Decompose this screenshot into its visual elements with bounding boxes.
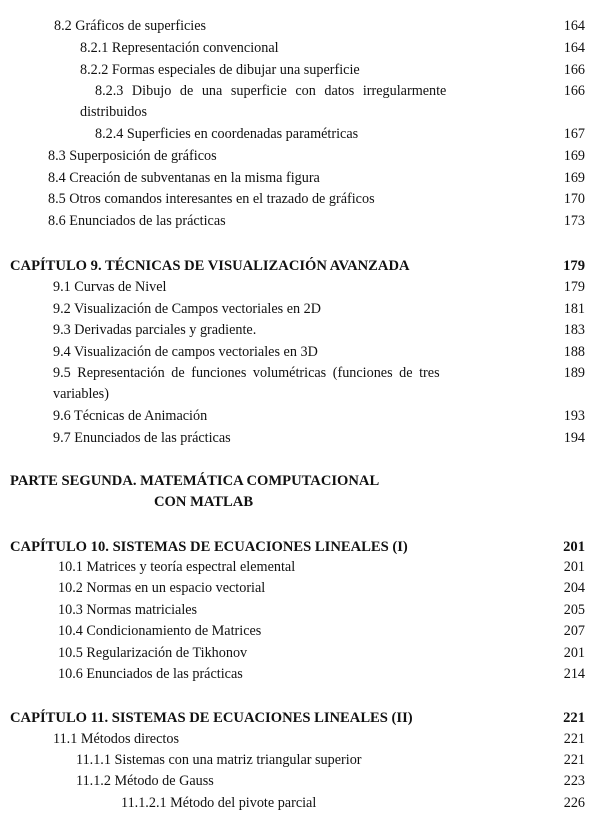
toc-entry-page: 207 [563, 623, 585, 639]
toc-entry-title: 9.1 Curvas de Nivel [53, 279, 167, 295]
toc-entry-title: 8.4 Creación de subventanas en la misma figura [48, 170, 320, 186]
chapter-page: 179 [563, 258, 585, 274]
toc-entry-page: 189 [563, 365, 585, 381]
toc-entry-page: 169 [563, 170, 585, 186]
toc-entry-title: 8.2.4 Superficies en coordenadas paramétricas [95, 126, 359, 142]
toc-entry-title: 11.1.2 Método de Gauss [76, 773, 214, 789]
toc-entry-title: 9.3 Derivadas parciales y gradiente. [53, 322, 257, 338]
toc-entry-page: 221 [563, 731, 585, 747]
toc-entry-title: 9.4 Visualización de campos vectoriales en 3D [53, 344, 318, 360]
toc-entry-title: 8.2.1 Representación convencional [80, 40, 279, 56]
toc-entry-page: 193 [563, 408, 585, 424]
toc-entry-page: 226 [563, 795, 585, 811]
toc-entry-title: 8.2 Gráficos de superficies [54, 18, 207, 34]
toc-entry-title: 10.2 Normas en un espacio vectorial [58, 580, 266, 596]
toc-entry-title: 9.5 Representación de funciones volumétricas (funciones de tres [53, 365, 440, 381]
toc-entry-page: 221 [563, 752, 585, 768]
toc-entry-page: 194 [563, 430, 585, 446]
toc-entry-title: 8.3 Superposición de gráficos [48, 148, 217, 164]
toc-entry-title: 8.2.2 Formas especiales de dibujar una superficie [80, 62, 360, 78]
part-heading-line2: CON MATLAB [154, 494, 254, 510]
toc-entry-title: 10.4 Condicionamiento de Matrices [58, 623, 262, 639]
chapter-page: 221 [563, 710, 585, 726]
toc-entry-title-continued: distribuidos [80, 104, 148, 120]
toc-entry-title: 11.1 Métodos directos [53, 731, 179, 747]
toc-entry-page: 183 [563, 322, 585, 338]
toc-entry-title: 8.6 Enunciados de las prácticas [48, 213, 226, 229]
part-heading-line1: PARTE SEGUNDA. MATEMÁTICA COMPUTACIONAL [10, 473, 380, 489]
chapter-title: CAPÍTULO 9. TÉCNICAS DE VISUALIZACIÓN AVANZADA [10, 258, 410, 274]
toc-entry-title: 9.6 Técnicas de Animación [53, 408, 208, 424]
toc-entry-page: 205 [563, 602, 585, 618]
toc-entry-page: 166 [563, 62, 585, 78]
toc-entry-page: 164 [563, 18, 585, 34]
toc-entry-page: 179 [563, 279, 585, 295]
toc-entry-title: 11.1.1 Sistemas con una matriz triangular superior [76, 752, 362, 768]
toc-entry-page: 173 [563, 213, 585, 229]
toc-entry-title: 8.2.3 Dibujo de una superficie con datos irregularmente [95, 83, 447, 99]
toc-entry-page: 181 [563, 301, 585, 317]
toc-entry-title-continued: variables) [53, 386, 109, 402]
toc-entry-title: 10.5 Regularización de Tikhonov [58, 645, 248, 661]
toc-entry-page: 201 [563, 559, 585, 575]
toc-entry-title: 9.7 Enunciados de las prácticas [53, 430, 231, 446]
toc-entry-page: 167 [563, 126, 585, 142]
toc-entry-page: 223 [563, 773, 585, 789]
toc-entry-page: 204 [563, 580, 585, 596]
toc-entry-title: 10.6 Enunciados de las prácticas [58, 666, 243, 682]
chapter-title: CAPÍTULO 10. SISTEMAS DE ECUACIONES LINEALES (I) [10, 539, 408, 555]
toc-entry-page: 166 [563, 83, 585, 99]
toc-entry-title: 9.2 Visualización de Campos vectoriales en 2D [53, 301, 321, 317]
chapter-title: CAPÍTULO 11. SISTEMAS DE ECUACIONES LINEALES (II) [10, 710, 413, 726]
chapter-page: 201 [563, 539, 585, 555]
toc-entry-page: 201 [563, 645, 585, 661]
toc-entry-page: 169 [563, 148, 585, 164]
toc-entry-page: 170 [563, 191, 585, 207]
toc-entry-title: 11.1.2.1 Método del pivote parcial [121, 795, 317, 811]
toc-entry-title: 10.3 Normas matriciales [58, 602, 198, 618]
toc-entry-page: 214 [563, 666, 585, 682]
toc-entry-page: 188 [563, 344, 585, 360]
toc-entry-title: 8.5 Otros comandos interesantes en el trazado de gráficos [48, 191, 375, 207]
toc-entry-title: 10.1 Matrices y teoría espectral elemental [58, 559, 296, 575]
toc-entry-page: 164 [563, 40, 585, 56]
